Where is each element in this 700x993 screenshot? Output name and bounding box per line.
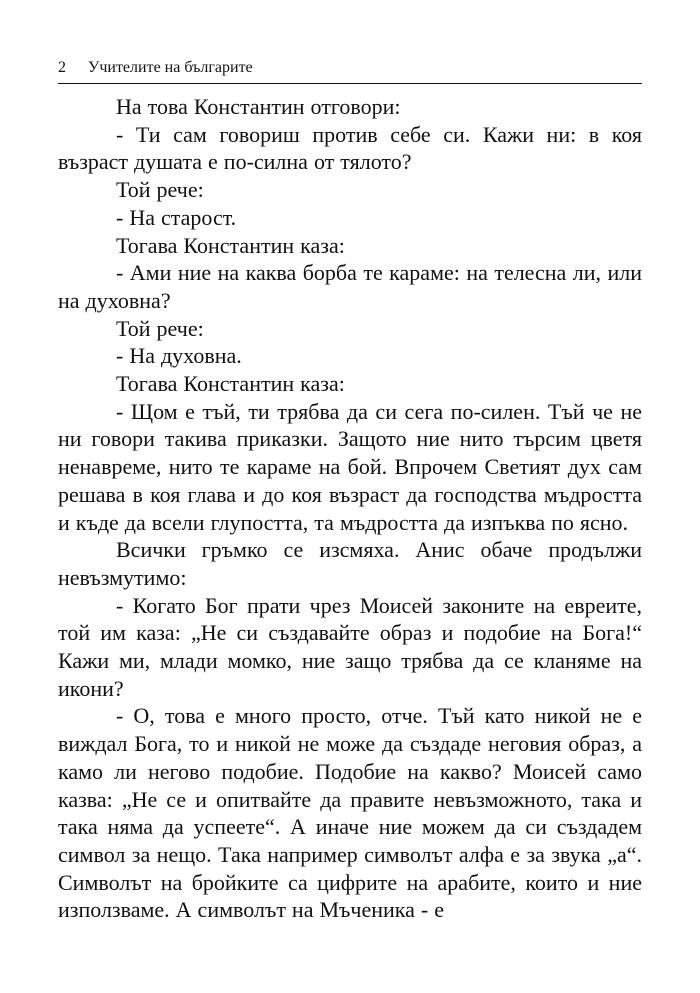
paragraph: Той рече: — [116, 315, 204, 341]
paragraph: Тогава Константин каза: — [116, 371, 345, 397]
running-header — [58, 58, 642, 78]
paragraph: - Ами ние на каква борба те караме: на телесна ли, или на духовна? — [58, 260, 642, 313]
paragraph: - Когато Бог прати чрез Моисей законите на евреите, той им каза: „Не си създавайте образ и подобие на Бога!“ Кажи ми, млади момко, ние защо трябва да се кланяме на икони? — [58, 592, 642, 701]
body-text — [58, 93, 642, 924]
page-number: 2 — [58, 59, 66, 76]
header-rule — [58, 83, 642, 84]
paragraph: - На старост. — [116, 204, 237, 230]
paragraph: - Щом е тъй, ти трябва да си сега по-силен. Тъй че не ни говори такива приказки. Защото ние нито търсим цветя ненавреме, нито те караме на бой. Впрочем Светият дух сам решава в коя глава и до коя възраст да господства мъдростта и къде да всели глупостта, та мъдростта да изпъква по ясно. — [58, 398, 642, 535]
paragraph: - На духовна. — [116, 343, 242, 369]
paragraph: Той рече: — [116, 177, 204, 203]
paragraph: На това Константин отговори: — [116, 94, 401, 119]
running-title: Учителите на българите — [88, 59, 253, 76]
paragraph: - О, това е много просто, отче. Тъй като никой не е виждал Бога, то и никой не може да създаде неговия образ, а камо ли негово подобие. Подобие на какво? Моисей само казва: „Не се и опитвайте да правите невъзможното, така и така няма да успеете“. А иначе ние можем да си създадем символ за нещо. Така например символът алфа е за звука „а“. Символът на бройките са цифрите на арабите, които и ние използваме. А символът на Мъченика - е — [58, 703, 642, 923]
paragraph: Всички гръмко се изсмяха. Анис обаче продължи невъзмутимо: — [58, 537, 642, 590]
paragraph: Тогава Константин каза: — [116, 232, 345, 258]
paragraph: - Ти сам говориш против себе си. Кажи ни: в коя възраст душата е по-силна от тялото? — [58, 121, 642, 175]
